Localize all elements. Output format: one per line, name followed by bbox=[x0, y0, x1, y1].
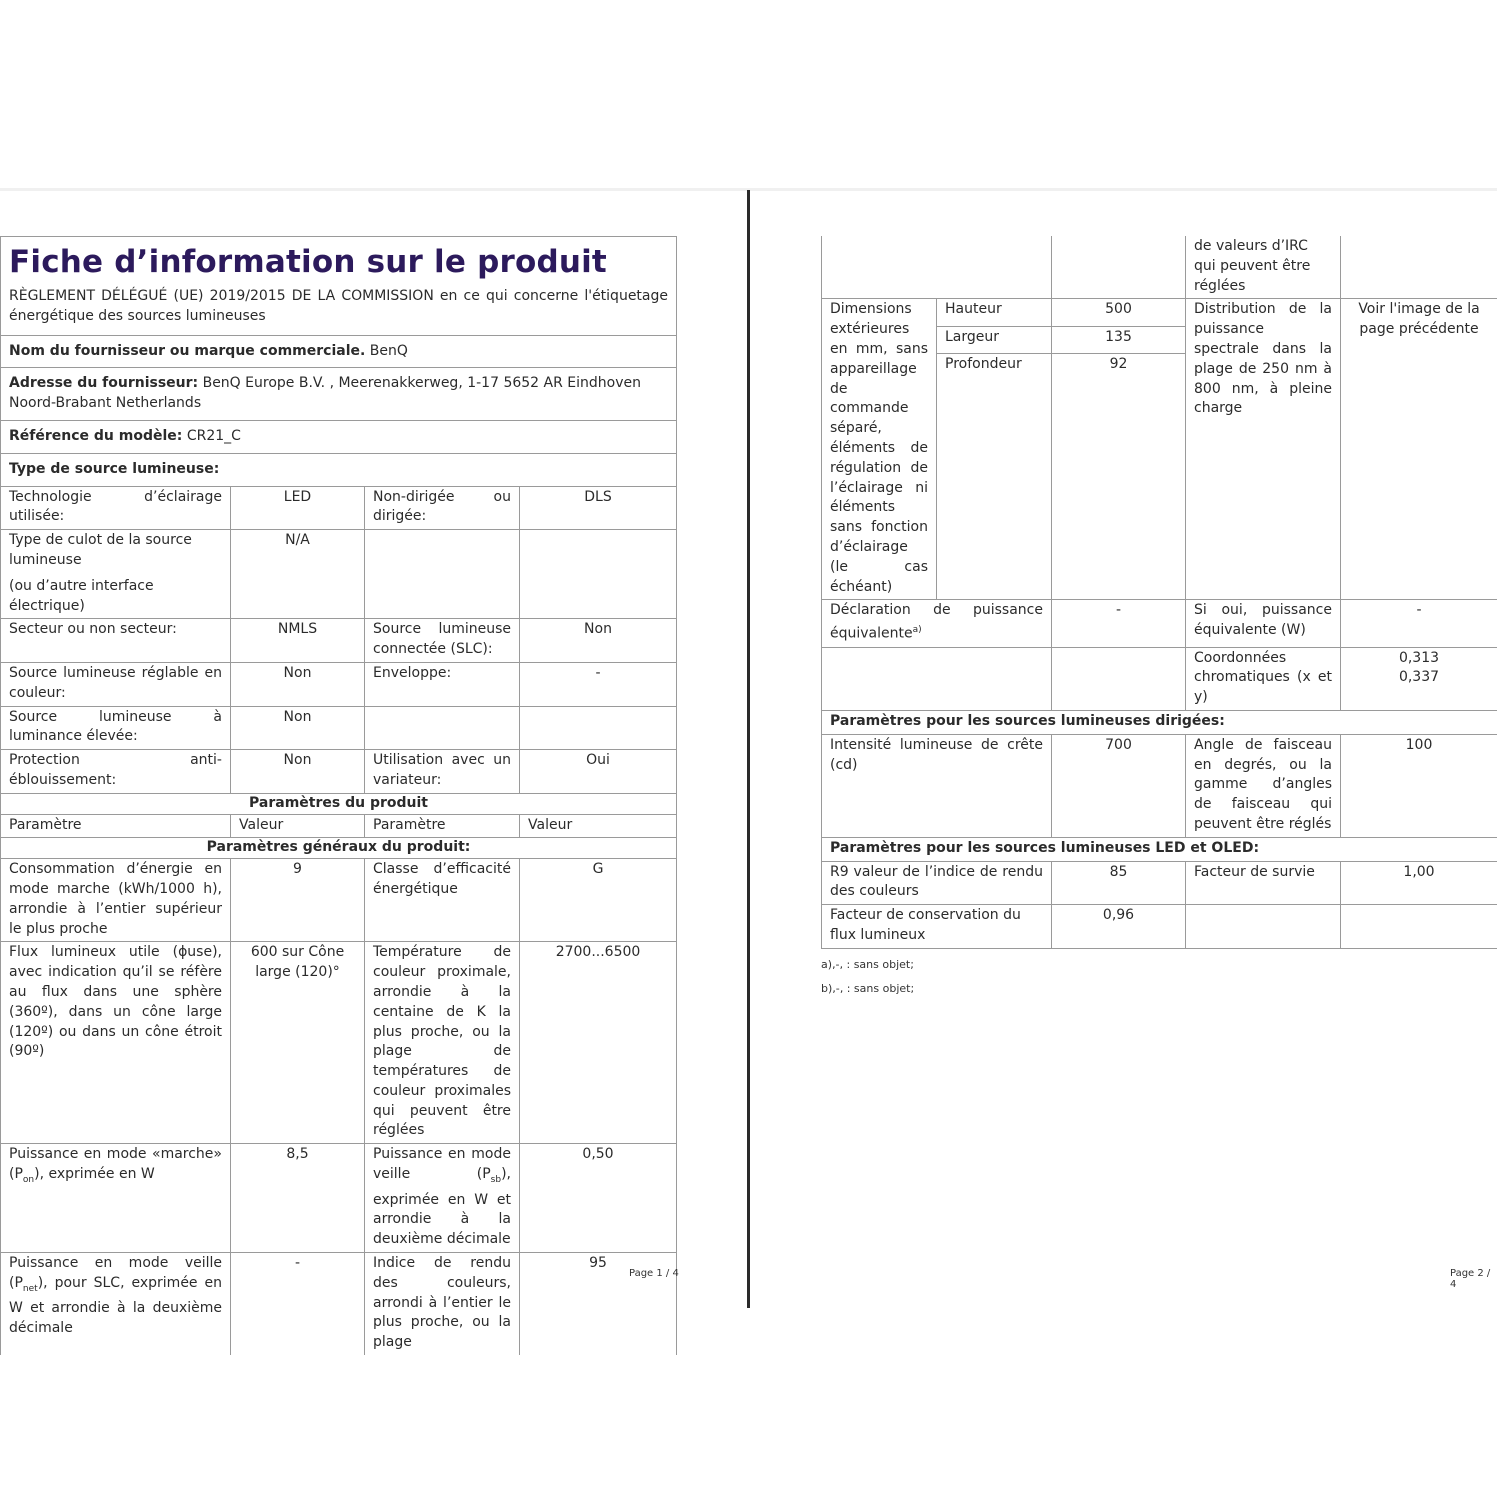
survival-label: Facteur de survie bbox=[1186, 861, 1341, 905]
footnote-a: a)‚-‚ : sans objet; bbox=[821, 957, 914, 971]
table-row bbox=[822, 647, 1497, 710]
label-subscript: sb bbox=[490, 1174, 502, 1185]
row-label bbox=[1, 1144, 231, 1253]
column-header: Paramètre bbox=[365, 814, 520, 838]
row-label: Secteur ou non secteur: bbox=[1, 619, 231, 663]
height-label: Hauteur bbox=[937, 299, 1052, 326]
label-part: ), pour SLC, exprimée en W et arrondie à la deuxième décimale bbox=[9, 1274, 222, 1337]
empty-cell bbox=[1341, 236, 1497, 299]
table-row bbox=[1, 486, 677, 530]
empty-cell bbox=[822, 236, 1052, 299]
address-row bbox=[1, 368, 677, 421]
row-label: Flux lumineux utile (ϕuse), avec indication qu’il se réfère au flux dans une sphère (360º), dans un cône large (120º) ou dans un cône étroit (90º) bbox=[1, 942, 231, 1144]
table-row bbox=[1, 942, 677, 1144]
page-2 bbox=[821, 236, 1497, 1001]
page-number-1: Page 1 / 4 bbox=[629, 1268, 679, 1279]
row-value: 600 sur Cône large (120)° bbox=[231, 942, 365, 1144]
row-label-part: (ou d’autre interface électrique) bbox=[9, 577, 154, 614]
product-info-table-page-2 bbox=[821, 236, 1497, 949]
supplier-value: BenQ bbox=[369, 342, 408, 359]
table-row bbox=[1, 530, 677, 619]
row-value bbox=[520, 530, 677, 619]
maintenance-label: Facteur de conservation du flux lumineux bbox=[822, 905, 1052, 949]
params-header: Paramètres du produit bbox=[1, 793, 677, 814]
label-part: ), exprimée en W bbox=[34, 1166, 155, 1183]
column-header: Valeur bbox=[231, 814, 365, 838]
footnote-ref: a) bbox=[912, 625, 922, 636]
row-value: Non bbox=[520, 619, 677, 663]
led-header: Paramètres pour les sources lumineuses LED et OLED: bbox=[822, 837, 1497, 861]
row-value: LED bbox=[231, 486, 365, 530]
row-value: - bbox=[231, 1253, 365, 1355]
table-row bbox=[1, 1253, 677, 1355]
row-label: Source lumineuse à luminance élevée: bbox=[1, 706, 231, 750]
row-label bbox=[365, 530, 520, 619]
row-value: N/A bbox=[231, 530, 365, 619]
address-label: Adresse du fournisseur: bbox=[9, 375, 199, 392]
label-part: Puissance en mode veille (P bbox=[9, 1255, 222, 1291]
r9-value: 85 bbox=[1052, 861, 1186, 905]
row-value: Non bbox=[231, 750, 365, 794]
table-row bbox=[1, 706, 677, 750]
width-value: 135 bbox=[1052, 326, 1186, 353]
empty-cell bbox=[822, 647, 1052, 710]
row-label: Source lumineuse réglable en couleur: bbox=[1, 662, 231, 706]
table-row bbox=[1, 1144, 677, 1253]
empty-cell bbox=[1052, 236, 1186, 299]
row-value: Non bbox=[231, 706, 365, 750]
directed-header: Paramètres pour les sources lumineuses dirigées: bbox=[822, 710, 1497, 734]
label-part: Puissance en mode veille (P bbox=[373, 1146, 511, 1183]
survival-value: 1,00 bbox=[1341, 861, 1497, 905]
page-number-2: Page 2 / 4 bbox=[1450, 1268, 1491, 1290]
label-subscript: net bbox=[22, 1283, 38, 1294]
maintenance-value: 0,96 bbox=[1052, 905, 1186, 949]
table-row bbox=[822, 236, 1497, 299]
table-row bbox=[822, 600, 1497, 647]
row-value: DLS bbox=[520, 486, 677, 530]
page-title: Fiche d’information sur le produit bbox=[9, 244, 607, 280]
label-part: ), exprimée en W et arrondie à la deuxième décimale bbox=[373, 1166, 511, 1248]
row-label: Technologie d’éclairage utilisée: bbox=[1, 486, 231, 530]
peak-value: 700 bbox=[1052, 734, 1186, 837]
row-value: Oui bbox=[520, 750, 677, 794]
product-info-table-page-1 bbox=[0, 236, 677, 1355]
row-label-part: Type de culot de la source lumineuse bbox=[9, 532, 192, 568]
label-part: Puissance en mode «marche» (P bbox=[9, 1146, 222, 1183]
table-row bbox=[822, 299, 1497, 326]
model-label: Référence du modèle: bbox=[9, 427, 183, 444]
empty-cell bbox=[1341, 905, 1497, 949]
row-value: 0,50 bbox=[520, 1144, 677, 1253]
beam-value: 100 bbox=[1341, 734, 1497, 837]
row-label: Protection anti-éblouissement: bbox=[1, 750, 231, 794]
table-row bbox=[822, 861, 1497, 905]
page-1 bbox=[0, 236, 676, 1355]
row-label bbox=[365, 706, 520, 750]
column-header: Valeur bbox=[520, 814, 677, 838]
equiv-power-label: Si oui, puissance équivalente (W) bbox=[1186, 600, 1341, 647]
equiv-power-value: - bbox=[1341, 600, 1497, 647]
empty-cell bbox=[1052, 647, 1186, 710]
row-label: Source lumineuse connectée (SLC): bbox=[365, 619, 520, 663]
row-value: Non bbox=[231, 662, 365, 706]
row-value bbox=[520, 706, 677, 750]
equiv-value: - bbox=[1052, 600, 1186, 647]
table-row bbox=[1, 859, 677, 942]
row-value: 8,5 bbox=[231, 1144, 365, 1253]
row-label: Consommation d’énergie en mode marche (kWh/1000 h), arrondie à l’entier supérieur le plus proche bbox=[1, 859, 231, 942]
depth-label: Profondeur bbox=[937, 354, 1052, 600]
label-subscript: on bbox=[22, 1174, 35, 1185]
table-row bbox=[822, 905, 1497, 949]
dimensions-label: Dimensions extérieures en mm, sans appareillage de commande séparé, éléments de régulation de l’éclairage ni éléments sans fonction d’éclairage (le cas échéant) bbox=[822, 299, 937, 600]
chroma-y: 0,337 bbox=[1398, 669, 1440, 686]
equiv-label bbox=[822, 600, 1052, 647]
column-header: Paramètre bbox=[1, 814, 231, 838]
spectral-value: Voir l'image de la page précédente bbox=[1341, 299, 1497, 600]
row-label bbox=[1, 530, 231, 619]
beam-label: Angle de faisceau en degrés, ou la gamme d’angles de faisceau qui peuvent être réglés bbox=[1186, 734, 1341, 837]
type-header: Type de source lumineuse: bbox=[1, 453, 677, 486]
table-row bbox=[1, 662, 677, 706]
r9-label: R9 valeur de l’indice de rendu des couleurs bbox=[822, 861, 1052, 905]
row-label: Utilisation avec un variateur: bbox=[365, 750, 520, 794]
width-label: Largeur bbox=[937, 326, 1052, 353]
row-label: Classe d’efficacité énergétique bbox=[365, 859, 520, 942]
row-label bbox=[365, 1144, 520, 1253]
spectral-label: Distribution de la puissance spectrale dans la plage de 250 nm à 800 nm, à pleine charge bbox=[1186, 299, 1341, 600]
row-label: Indice de rendu des couleurs, arrondi à l’entier le plus proche, ou la plage bbox=[365, 1253, 520, 1355]
footnote-b: b)‚-‚ : sans objet; bbox=[821, 981, 915, 995]
row-value: NMLS bbox=[231, 619, 365, 663]
chroma-x: 0,313 bbox=[1398, 649, 1440, 666]
table-row bbox=[1, 619, 677, 663]
model-row bbox=[1, 420, 677, 453]
row-label: Température de couleur proximale, arrondie à la centaine de K la plus proche, ou la plage de températures de couleur proximales qui peuvent être réglées bbox=[365, 942, 520, 1144]
page-separator bbox=[747, 190, 750, 1308]
row-value: - bbox=[520, 662, 677, 706]
row-label: Non-dirigée ou dirigée: bbox=[365, 486, 520, 530]
supplier-label: Nom du fournisseur ou marque commerciale. bbox=[9, 342, 366, 359]
row-label: Enveloppe: bbox=[365, 662, 520, 706]
model-value: CR21_C bbox=[186, 427, 241, 444]
chroma-value bbox=[1341, 647, 1497, 710]
row-value: 2700...6500 bbox=[520, 942, 677, 1144]
table-row bbox=[822, 734, 1497, 837]
row-value: G bbox=[520, 859, 677, 942]
peak-label: Intensité lumineuse de crête (cd) bbox=[822, 734, 1052, 837]
footnotes bbox=[821, 953, 1497, 1001]
row-label bbox=[1, 1253, 231, 1355]
row-value: 95 bbox=[520, 1253, 677, 1355]
empty-cell bbox=[1186, 905, 1341, 949]
height-value: 500 bbox=[1052, 299, 1186, 326]
depth-value: 92 bbox=[1052, 354, 1186, 600]
chroma-label: Coordonnées chromatiques (x et y) bbox=[1186, 647, 1341, 710]
address-value: BenQ Europe B.V. , Meerenakkerweg, 1-17 5652 AR Eindhoven Noord-Brabant Netherlands bbox=[9, 375, 641, 412]
table-row bbox=[1, 750, 677, 794]
continued-text: de valeurs d’IRC qui peuvent être réglées bbox=[1186, 236, 1341, 299]
row-value: 9 bbox=[231, 859, 365, 942]
regulation-text: RÈGLEMENT DÉLÉGUÉ (UE) 2019/2015 DE LA COMMISSION en ce qui concerne l'étiquetage énergétique des sources lumineuses bbox=[9, 288, 669, 324]
supplier-row bbox=[1, 335, 677, 368]
label-part: Déclaration de puissance équivalente bbox=[830, 602, 1043, 642]
general-params-header: Paramètres généraux du produit: bbox=[1, 838, 677, 859]
